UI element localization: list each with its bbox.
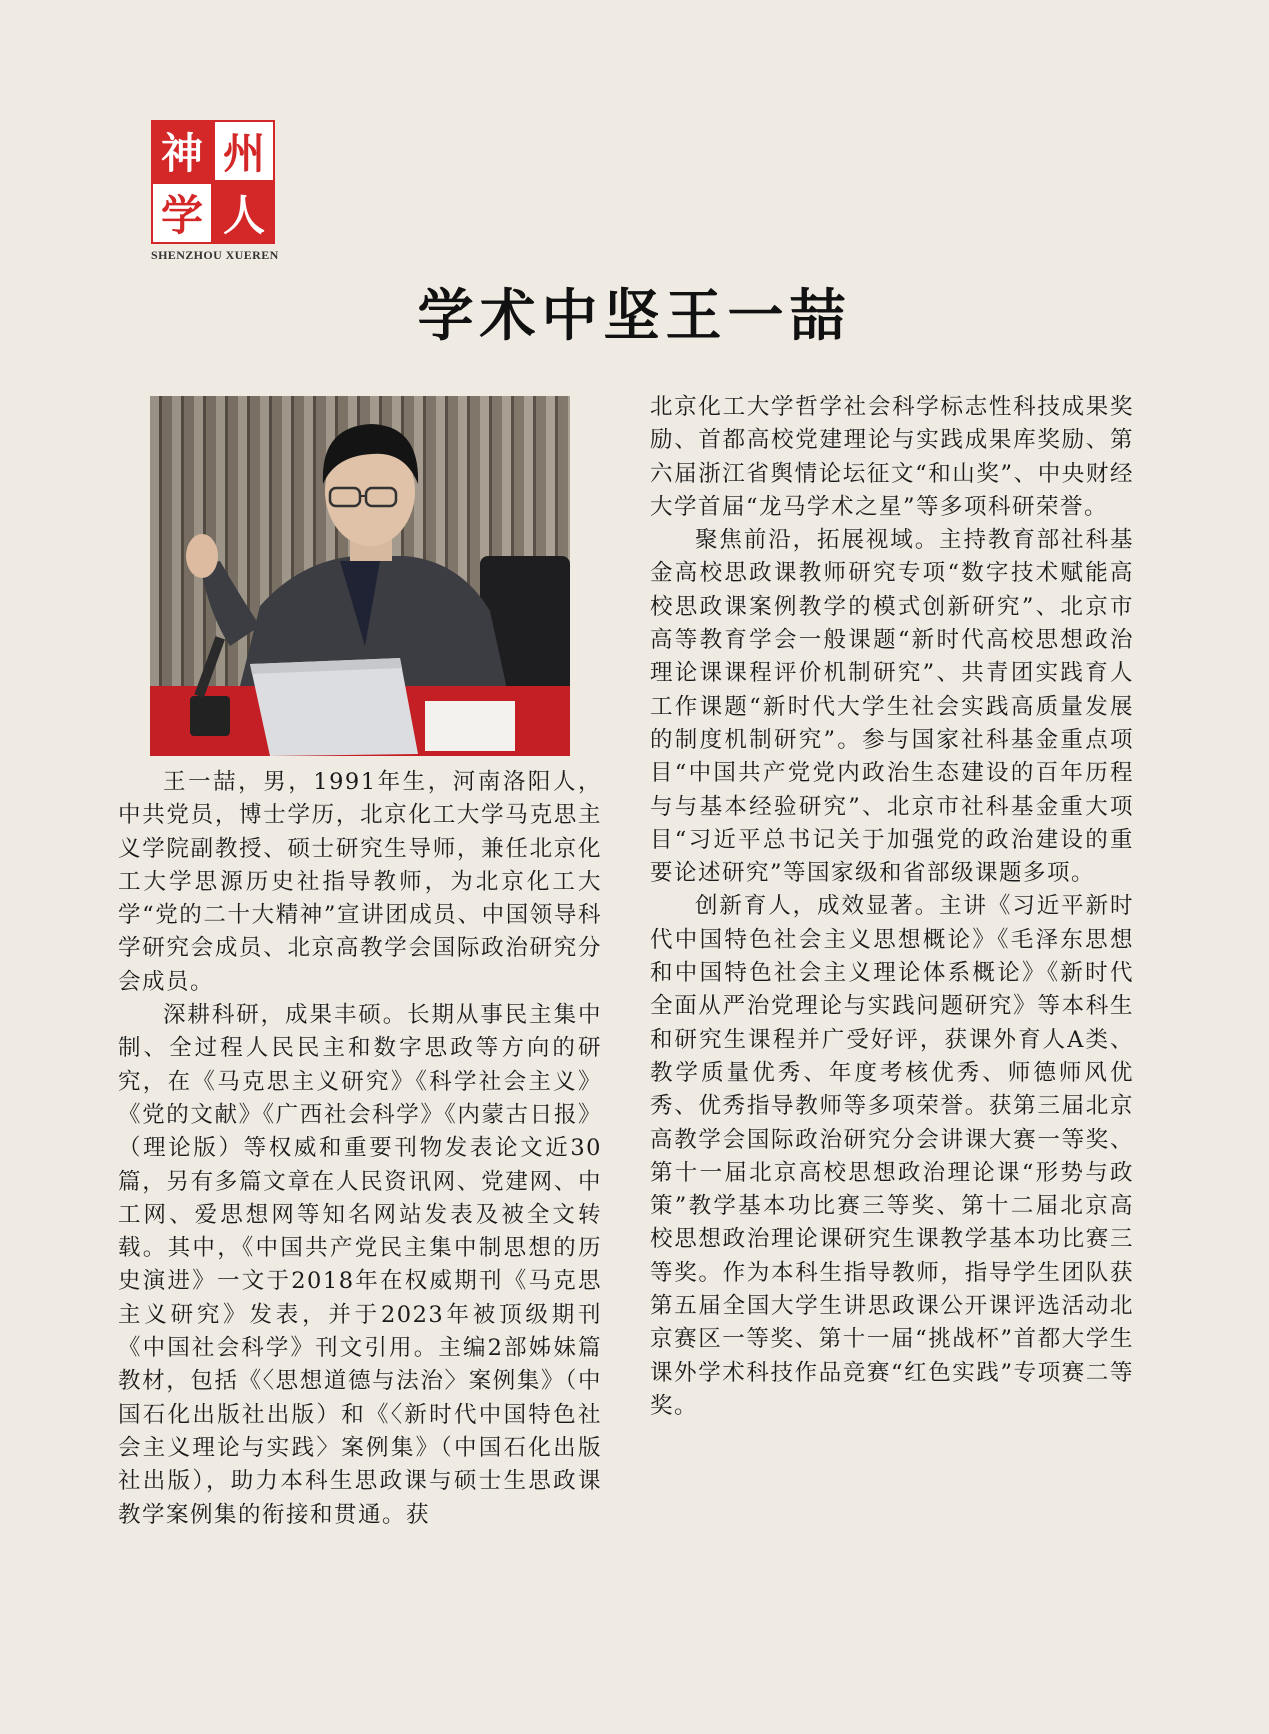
article-title: 学术中坚王一喆	[417, 284, 852, 349]
paragraph-research-continued: 北京化工大学哲学社会科学标志性科技成果奖励、首都高校党建理论与实践成果库奖励、第六届浙江省舆情论坛征文“和山奖”、中央财经大学首届“龙马学术之星”等多项科研荣誉。	[650, 394, 1134, 520]
logo-char-shen: 神	[151, 120, 213, 182]
logo-char-zhou: 州	[213, 120, 275, 182]
logo-subtitle: SHENZHOU XUEREN	[151, 248, 279, 262]
logo-char-ren: 人	[213, 182, 275, 244]
portrait-photo	[150, 396, 570, 756]
paragraph-biography: 王一喆，男，1991年生，河南洛阳人，中共党员，博士学历，北京化工大学马克思主义学院副教授、硕士研究生导师，兼任北京化工大学思源历史社指导教师，为北京化工大学“党的二十大精神”宣讲团成员、中国领导科学研究会成员、北京高教学会国际政治研究分会成员。	[118, 769, 602, 995]
paragraph-research: 深耕科研，成果丰硕。长期从事民主集中制、全过程人民民主和数字思政等方向的研究，在《马克思主义研究》《科学社会主义》《党的文献》《广西社会科学》《内蒙古日报》（理论版）等权威和重要刊物发表论文近30篇，另有多篇文章在人民资讯网、党建网、中工网、爱思想网等知名网站发表及被全文转载。其中，《中国共产党民主集中制思想的历史演进》一文于2018年在权威期刊《马克思主义研究》发表，并于2023年被顶级期刊《中国社会科学》刊文引用。主编2部姊妹篇教材，包括《〈思想道德与法治〉案例集》（中国石化出版社出版）和《〈新时代中国特色社会主义理论与实践〉案例集》（中国石化出版社出版），助力本科生思政课与硕士生思政课教学案例集的衔接和贯通。获	[118, 1002, 602, 1528]
right-text-column	[650, 391, 1134, 1423]
shenzhou-xueren-logo	[151, 120, 279, 263]
logo-char-xue: 学	[151, 182, 213, 244]
paragraph-education: 创新育人，成效显著。主讲《习近平新时代中国特色社会主义思想概论》《毛泽东思想和中国特色社会主义理论体系概论》《新时代全面从严治党理论与实践问题研究》等本科生和研究生课程并广受好评，获课外育人A类、教学质量优秀、年度考核优秀、师德师风优秀、优秀指导教师等多项荣誉。获第三届北京高教学会国际政治研究分会讲课大赛一等奖、第十一届北京高校思想政治理论课“形势与政策”教学基本功比赛三等奖、第十二届北京高校思想政治理论课研究生课教学基本功比赛三等奖。作为本科生指导教师，指导学生团队获第五届全国大学生讲思政课公开课评选活动北京赛区一等奖、第十一届“挑战杯”首都大学生课外学术科技作品竞赛“红色实践”专项赛二等奖。	[650, 893, 1134, 1419]
paragraph-frontier: 聚焦前沿，拓展视域。主持教育部社科基金高校思政课教师研究专项“数字技术赋能高校思政课案例教学的模式创新研究”、北京市高等教育学会一般课题“新时代高校思想政治理论课课程评价机制研究”、共青团实践育人工作课题“新时代大学生社会实践高质量发展的制度机制研究”。参与国家社科基金重点项目“中国共产党党内政治生态建设的百年历程与与基本经验研究”、北京市社科基金重大项目“习近平总书记关于加强党的政治建设的重要论述研究”等国家级和省部级课题多项。	[650, 527, 1134, 887]
left-text-column	[118, 766, 602, 1532]
